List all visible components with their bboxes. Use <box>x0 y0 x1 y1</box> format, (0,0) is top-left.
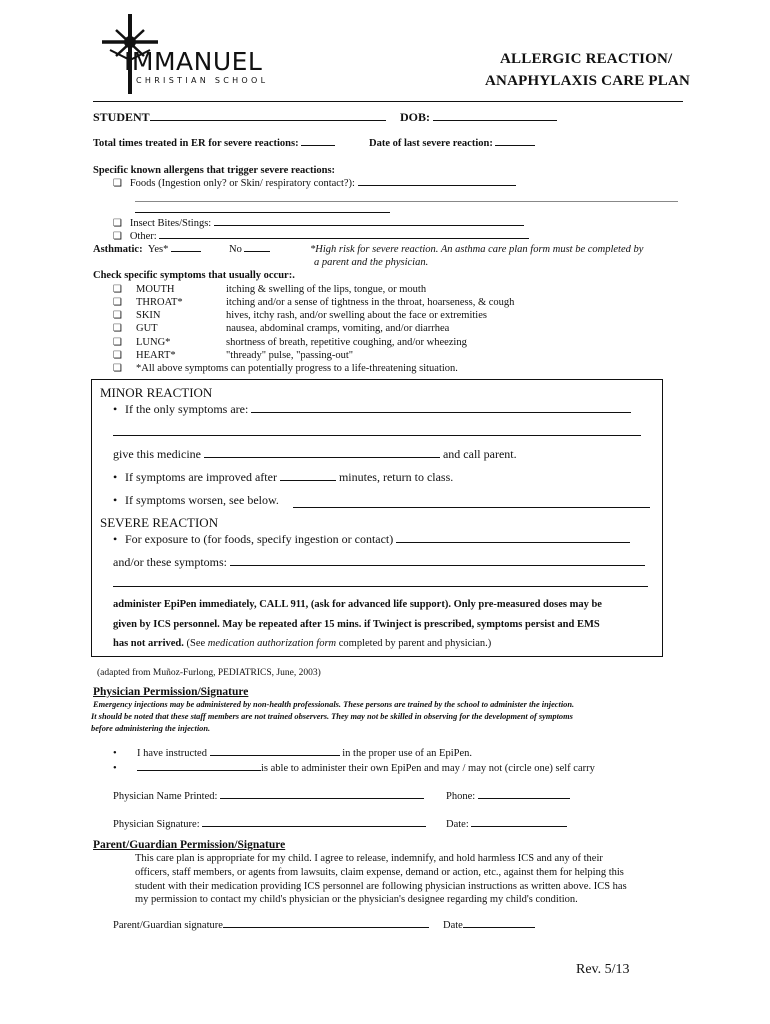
physician-heading: Physician Permission/Signature <box>93 686 249 698</box>
asthma-note-line2: a parent and the physician. <box>314 257 429 268</box>
last-reaction-field[interactable] <box>495 145 535 146</box>
severe-exposure-label: For exposure to (for foods, specify ingestion or contact) <box>125 532 394 546</box>
checkbox-skin[interactable]: ❏ <box>113 310 122 321</box>
student-label: STUDENT <box>93 110 150 124</box>
severe-instruction-line1: administer EpiPen immediately, CALL 911, (ask for advanced life support). Only pre-measured doses may be <box>113 599 602 610</box>
dob-field[interactable] <box>433 120 557 121</box>
checkbox-mouth[interactable]: ❏ <box>113 284 122 295</box>
self-carry-name-field[interactable] <box>137 770 261 771</box>
minor-improved-label: If symptoms are improved after <box>125 470 277 484</box>
minor-only-field[interactable] <box>251 412 631 413</box>
minor-minutes-field[interactable] <box>280 480 336 481</box>
severe-symptoms-row <box>113 555 645 570</box>
foods-field[interactable] <box>358 185 516 186</box>
symptom-name: LUNG* <box>136 337 171 348</box>
physician-date-row <box>446 819 567 830</box>
minor-improved-row <box>113 470 453 485</box>
header-divider <box>93 101 683 102</box>
severe-line3-see: (See <box>183 638 208 649</box>
asthmatic-no-label: No <box>229 244 242 255</box>
symptom-desc: nausea, abdominal cramps, vomiting, and/or diarrhea <box>226 323 450 334</box>
minor-worsen-label: If symptoms worsen, see below. <box>125 493 279 507</box>
student-field[interactable] <box>150 120 386 121</box>
minor-return-label: minutes, return to class. <box>338 470 454 484</box>
symptom-desc: "thready" pulse, "passing-out" <box>226 350 354 361</box>
physician-name-row <box>113 791 424 802</box>
minor-only-line-2 <box>113 435 641 436</box>
symptom-row-throat <box>113 297 515 308</box>
severe-symptoms-line-2 <box>113 586 648 587</box>
revision-label: Rev. 5/13 <box>576 962 630 977</box>
er-label: Total times treated in ER for severe reactions: <box>93 138 299 149</box>
bullet-icon: • <box>113 402 118 416</box>
severe-line3-end: completed by parent and physician.) <box>336 638 492 649</box>
severe-exposure-row <box>113 532 630 547</box>
symptom-desc: itching & swelling of the lips, tongue, or mouth <box>226 284 427 295</box>
student-row <box>93 110 386 125</box>
physician-signature-label: Physician Signature: <box>113 819 200 830</box>
er-field[interactable] <box>301 145 335 146</box>
symptom-row-heart <box>113 350 354 361</box>
physician-date-field[interactable] <box>471 826 567 827</box>
parent-date-field[interactable] <box>463 927 535 928</box>
parent-paragraph-line3: student with their medication providing ICS personnel are following physician instructions as written above. ICS has <box>135 881 627 892</box>
asthmatic-row <box>93 244 201 255</box>
symptom-desc: itching and/or a sense of tightness in the throat, hoarseness, & cough <box>226 297 515 308</box>
parent-date-row <box>443 920 535 931</box>
symptom-name: MOUTH <box>136 284 175 295</box>
symptom-row-lung <box>113 337 467 348</box>
progress-note: *All above symptoms can potentially progress to a life-threatening situation. <box>136 363 458 374</box>
symptom-row-skin <box>113 310 487 321</box>
physician-phone-row <box>446 791 570 802</box>
insect-row <box>113 218 524 229</box>
minor-worsen-row <box>113 493 279 508</box>
severe-instruction-line3 <box>113 638 491 649</box>
minor-only-label: If the only symptoms are: <box>125 402 249 416</box>
checkbox-insect[interactable]: ❏ <box>113 218 122 229</box>
physician-note-line3: before administering the injection. <box>91 724 211 733</box>
foods-row <box>113 178 516 189</box>
severe-instruction-line2: given by ICS personnel. May be repeated after 15 mins. if Twinject is prescribed, symptoms persist and EMS <box>113 619 600 630</box>
severe-symptoms-field[interactable] <box>230 565 645 566</box>
insect-label: Insect Bites/Stings: <box>129 218 212 229</box>
checkbox-heart[interactable]: ❏ <box>113 350 122 361</box>
checkbox-other[interactable]: ❏ <box>113 231 122 242</box>
bullet-icon: • <box>113 748 117 759</box>
asthma-note-line1: *High risk for severe reaction. An asthma care plan form must be completed by <box>310 244 644 255</box>
asthmatic-yes-label: Yes* <box>147 244 169 255</box>
physician-note-line2: It should be noted that these staff members are not trained observers. They may not be skilled in observing for the development of symptoms <box>91 712 573 721</box>
asthmatic-no-row <box>229 244 270 255</box>
symptom-desc: hives, itchy rash, and/or swelling about the face or extremities <box>226 310 487 321</box>
severe-heading: SEVERE REACTION <box>100 515 219 530</box>
page-title-line1: ALLERGIC REACTION/ <box>500 51 673 67</box>
checkbox-throat[interactable]: ❏ <box>113 297 122 308</box>
last-reaction-label: Date of last severe reaction: <box>369 138 493 149</box>
er-row <box>93 138 335 149</box>
insect-field[interactable] <box>214 225 524 226</box>
foods-continuation-line-2 <box>135 212 390 213</box>
instructed-label: I have instructed <box>137 748 207 759</box>
asthmatic-yes-field[interactable] <box>171 251 201 252</box>
symptom-row-gut <box>113 323 450 334</box>
physician-phone-field[interactable] <box>478 798 570 799</box>
instructed-field[interactable] <box>210 755 340 756</box>
parent-date-label: Date <box>443 920 463 931</box>
parent-signature-label: Parent/Guardian signature <box>113 920 223 931</box>
other-row <box>113 231 529 242</box>
checkbox-gut[interactable]: ❏ <box>113 323 122 334</box>
foods-label: Foods (Ingestion only? or Skin/ respiratory contact?): <box>129 178 355 189</box>
severe-symptoms-label: and/or these symptoms: <box>113 555 227 569</box>
bullet-icon: • <box>113 493 118 507</box>
school-subtitle: CHRISTIAN SCHOOL <box>136 76 269 85</box>
last-reaction-row <box>369 138 535 149</box>
checkbox-lung[interactable]: ❏ <box>113 337 122 348</box>
allergens-heading: Specific known allergens that trigger severe reactions: <box>93 165 336 176</box>
foods-continuation-line <box>135 201 678 202</box>
instructed-epipen: in the proper use of an EpiPen. <box>342 748 472 759</box>
self-carry-label: is able to administer their own EpiPen and may / may not (circle one) self carry <box>261 763 595 774</box>
self-carry-row <box>113 763 595 774</box>
physician-signature-row <box>113 819 426 830</box>
dob-row <box>400 110 557 125</box>
minor-give-row <box>113 447 517 462</box>
asthmatic-label: Asthmatic: <box>93 244 143 255</box>
physician-phone-label: Phone: <box>446 791 476 802</box>
symptom-name: SKIN <box>136 310 161 321</box>
minor-heading: MINOR REACTION <box>100 385 213 400</box>
parent-paragraph-line1: This care plan is appropriate for my child. I agree to release, indemnify, and hold harmless ICS and any of their <box>135 853 603 864</box>
minor-call-parent: and call parent. <box>442 447 517 461</box>
instructed-row <box>113 748 472 759</box>
symptom-name: HEART* <box>136 350 176 361</box>
parent-heading: Parent/Guardian Permission/Signature <box>93 839 286 851</box>
symptom-row-mouth <box>113 284 427 295</box>
minor-give-label: give this medicine <box>113 447 201 461</box>
parent-signature-field[interactable] <box>223 927 429 928</box>
severe-line3-bold: has not arrived. <box>113 638 184 649</box>
parent-signature-row <box>113 920 429 931</box>
checkbox-foods[interactable]: ❏ <box>113 178 122 189</box>
other-label: Other: <box>129 231 157 242</box>
dob-label: DOB: <box>400 110 430 124</box>
page-title-line2: ANAPHYLAXIS CARE PLAN <box>485 73 691 89</box>
symptom-name: THROAT* <box>136 297 183 308</box>
bullet-icon: • <box>113 532 118 546</box>
physician-date-label: Date: <box>446 819 469 830</box>
bullet-icon: • <box>113 763 117 774</box>
school-name: IMMANUEL <box>124 47 263 76</box>
physician-name-label: Physician Name Printed: <box>113 791 218 802</box>
symptom-desc: shortness of breath, repetitive coughing, and/or wheezing <box>226 337 467 348</box>
adapted-note: (adapted from Muñoz-Furlong, PEDIATRICS, June, 2003) <box>97 668 321 678</box>
medication-authorization-form-link: medication authorization form <box>207 638 337 649</box>
asthmatic-no-field[interactable] <box>244 251 270 252</box>
symptom-row-progress <box>113 363 458 374</box>
parent-paragraph-line4: my permission to contact my child's physician or the physician's designee regarding my child's condition. <box>135 894 578 905</box>
physician-name-field[interactable] <box>220 798 424 799</box>
bullet-icon: • <box>113 470 118 484</box>
other-field[interactable] <box>159 238 529 239</box>
symptoms-heading: Check specific symptoms that usually occur:. <box>93 270 295 281</box>
physician-signature-field[interactable] <box>202 826 426 827</box>
minor-severe-divider <box>293 507 650 508</box>
symptom-name: GUT <box>136 323 158 334</box>
minor-medicine-field[interactable] <box>204 457 440 458</box>
checkbox-progress[interactable]: ❏ <box>113 363 122 374</box>
minor-only-row <box>113 402 631 417</box>
physician-note-line1: Emergency injections may be administered by non-health professionals. These persons are trained by the school to administer the injection. <box>93 700 575 709</box>
parent-paragraph-line2: officers, staff members, or agents from lawsuits, claim expense, demand or action, etc., against them for helping this <box>135 867 624 878</box>
severe-exposure-field[interactable] <box>396 542 630 543</box>
